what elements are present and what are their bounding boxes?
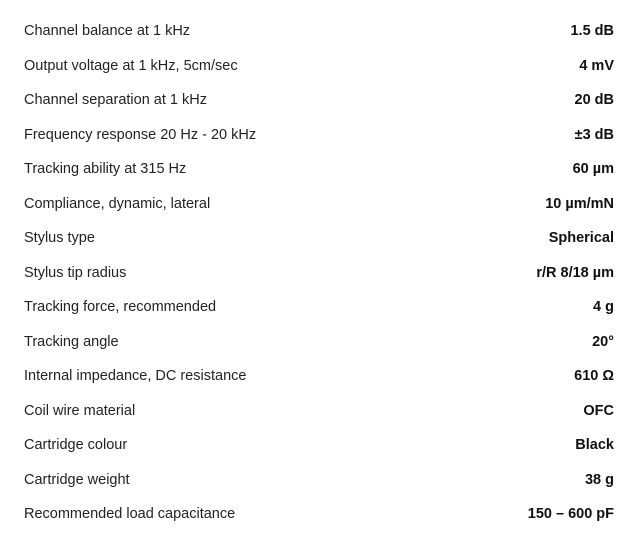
spec-row-stylus-type: [0, 221, 640, 256]
spec-row-channel-separation: [0, 83, 640, 118]
spec-value: 150 – 600 pF: [527, 506, 614, 523]
spec-label: Coil wire material: [24, 402, 136, 419]
spec-label: Tracking angle: [24, 333, 119, 350]
spec-label: Recommended load capacitance: [24, 506, 236, 523]
spec-value: 10 µm/mN: [545, 195, 614, 212]
spec-value: 20°: [592, 333, 614, 350]
spec-value: 4 mV: [579, 57, 614, 74]
spec-value: Black: [575, 437, 614, 454]
spec-label: Tracking force, recommended: [24, 299, 217, 316]
spec-label: Cartridge colour: [24, 437, 128, 454]
spec-value: 4 g: [593, 299, 614, 316]
spec-label: Tracking ability at 315 Hz: [24, 161, 187, 178]
spec-value: 610 Ω: [574, 368, 614, 385]
spec-row-channel-balance: [0, 14, 640, 49]
spec-row-output-voltage: [0, 49, 640, 84]
spec-label: Channel separation at 1 kHz: [24, 92, 207, 109]
spec-value: 60 µm: [572, 161, 614, 178]
spec-label: Output voltage at 1 kHz, 5cm/sec: [24, 57, 238, 74]
spec-row-coil-wire-material: [0, 394, 640, 429]
spec-label: Frequency response 20 Hz - 20 kHz: [24, 126, 257, 143]
spec-value: OFC: [583, 402, 614, 419]
spec-value: 38 g: [584, 471, 614, 488]
spec-value: ±3 dB: [574, 126, 614, 143]
spec-row-frequency-response: [0, 118, 640, 153]
spec-row-internal-impedance: [0, 359, 640, 394]
spec-label: Cartridge weight: [24, 471, 130, 488]
spec-label: Stylus type: [24, 230, 95, 247]
spec-value: 20 dB: [574, 92, 614, 109]
spec-row-cartridge-colour: [0, 428, 640, 463]
spec-row-stylus-tip-radius: [0, 256, 640, 291]
spec-value: Spherical: [548, 230, 614, 247]
spec-label: Stylus tip radius: [24, 264, 127, 281]
spec-row-load-capacitance: [0, 497, 640, 532]
spec-label: Compliance, dynamic, lateral: [24, 195, 211, 212]
spec-row-tracking-ability: [0, 152, 640, 187]
spec-label: Channel balance at 1 kHz: [24, 23, 191, 40]
spec-row-cartridge-weight: [0, 463, 640, 498]
spec-value: r/R 8/18 µm: [536, 264, 614, 281]
spec-row-tracking-angle: [0, 325, 640, 360]
spec-label: Internal impedance, DC resistance: [24, 368, 247, 385]
spec-value: 1.5 dB: [570, 23, 614, 40]
spec-row-compliance: [0, 187, 640, 222]
spec-row-tracking-force: [0, 290, 640, 325]
